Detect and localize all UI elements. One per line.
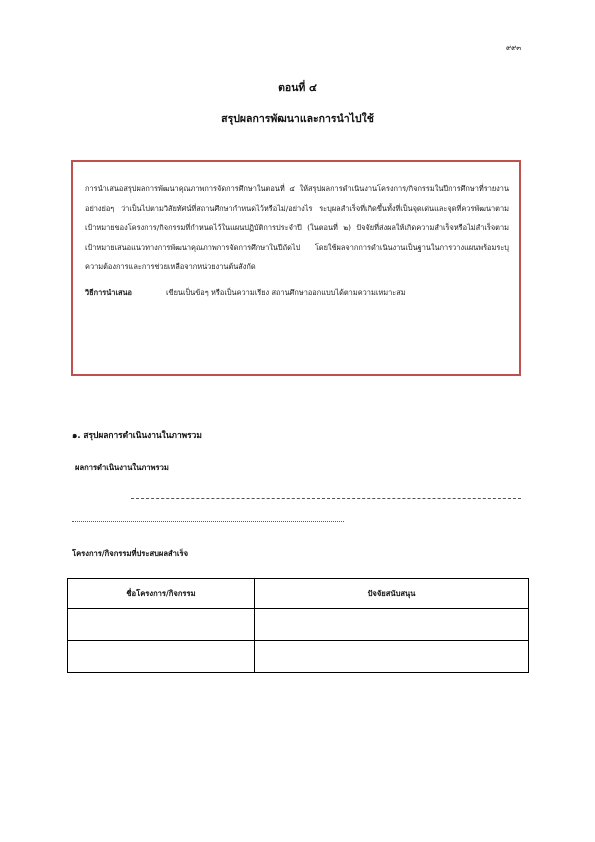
header-support-factors: ปัจจัยสนับสนุน (255, 579, 529, 609)
main-title: สรุปผลการพัฒนาและการนำไปใช้ (221, 113, 374, 125)
header-project-name: ชื่อโครงการ/กิจกรรม (68, 579, 255, 609)
writing-line[interactable] (72, 521, 344, 522)
sub-heading-projects: โครงการ/กิจกรรมที่ประสบผลสำเร็จ (72, 549, 189, 558)
method-text: เขียนเป็นข้อๆ หรือเป็นความเรียง สถานศึกษาออกแบบได้ตามความเหมาะสม (166, 287, 406, 297)
table-header-row (68, 579, 529, 609)
table-row (68, 641, 529, 673)
projects-table (67, 578, 529, 673)
sub-heading-overall: ผลการดำเนินงานในภาพรวม (75, 463, 169, 472)
method-label: วิธีการนำเสนอ (85, 287, 132, 297)
instruction-paragraph: การนำเสนอสรุปผลการพัฒนาคุณภาพการจัดการศึกษาในตอนที่ ๔ ให้สรุปผลการดำเนินงานโครงการ/กิจกรรมในปีการศึกษาที่รายงานอย่างย่อๆ ว่าเป็นไปตามวิสัยทัศน์ที่สถานศึกษากำหนดไว้หรือไม่/อย่างไร ระบุผลสำเร็จที่เกิดขึ้นทั้งที่เป็นจุดเด่นและจุดที่ควรพัฒนาตามเป้าหมายของโครงการ/กิจกรรมที่กำหนดไว้ในแผนปฏิบัติการประจำปี (ในตอนที่ ๒) ปัจจัยที่ส่งผลให้เกิดความสำเร็จหรือไม่สำเร็จตามเป้าหมายเสนอแนวทางการพัฒนาคุณภาพการจัดการศึกษาในปีถัดไป โดยใช้ผลจากการดำเนินงานเป็นฐานในการวางแผนพร้อมระบุความต้องการและการช่วยเหลือจากหน่วยงานต้นสังกัด (85, 184, 509, 271)
page-number: ๙๙๓ (506, 44, 522, 52)
table-cell[interactable] (68, 641, 255, 673)
writing-line[interactable] (131, 498, 521, 499)
section-heading: ๑. สรุปผลการดำเนินงานในภาพรวม (72, 430, 202, 440)
instruction-box (71, 160, 521, 376)
table-cell[interactable] (68, 609, 255, 641)
table-cell[interactable] (255, 609, 529, 641)
table-cell[interactable] (255, 641, 529, 673)
table-row (68, 609, 529, 641)
presentation-method (85, 283, 509, 303)
part-title: ตอนที่ ๔ (278, 82, 317, 94)
